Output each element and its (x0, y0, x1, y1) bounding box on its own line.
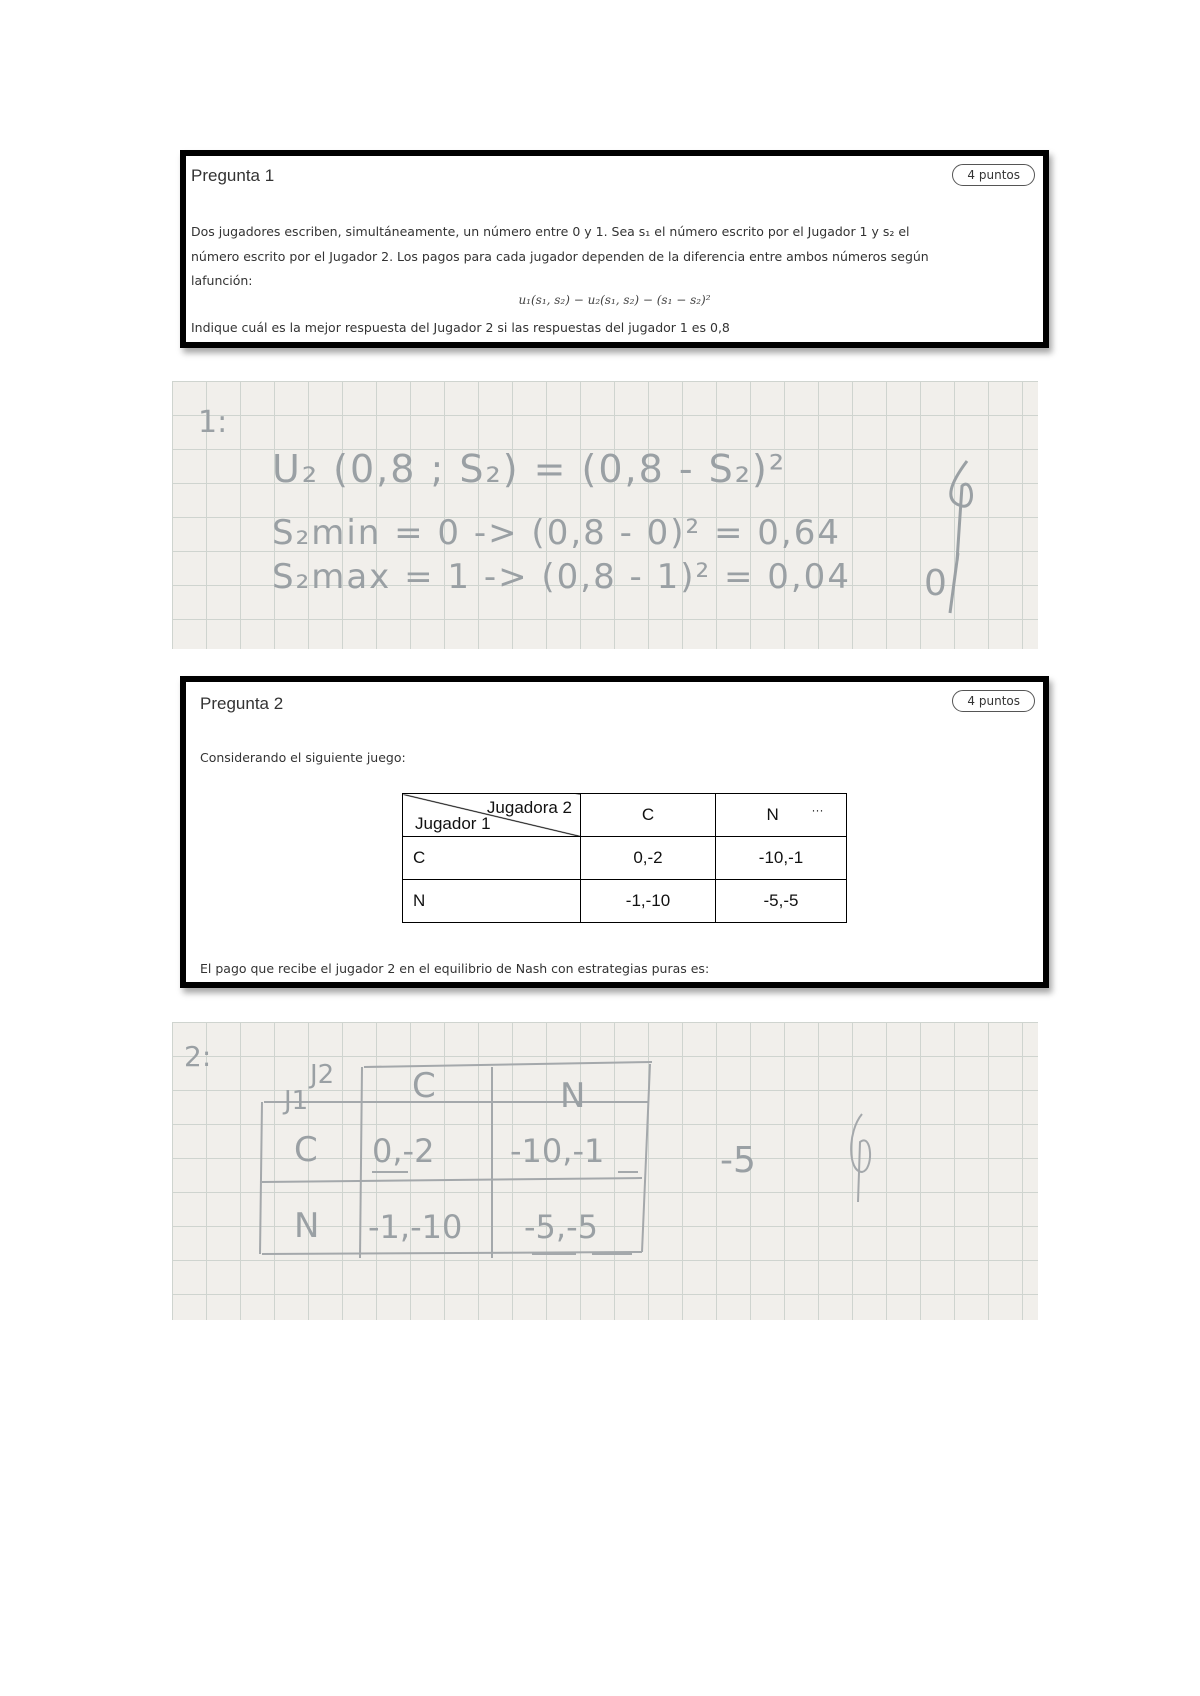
question-2-title: Pregunta 2 (200, 694, 284, 713)
note-2-label: 2: (184, 1040, 212, 1073)
question-1-text-line-3: lafunción: (191, 273, 253, 288)
note-1-line-1: U₂ (0,8 ; S₂) = (0,8 - S₂)² (272, 447, 787, 491)
question-2-prompt: El pago que recibe el jugador 2 en el equilibrio de Nash con estrategias puras es: (200, 961, 710, 976)
note-1-signature-marks (172, 381, 1038, 649)
question-2-card (180, 676, 1049, 988)
matrix-row-label-n: N (403, 880, 581, 923)
note-1-line-3: S₂max = 1 -> (0,8 - 1)² = 0,04 (272, 557, 851, 597)
note-1-line-2: S₂min = 0 -> (0,8 - 0)² = 0,64 (272, 513, 841, 553)
note-2-cell: 0,-2 (372, 1132, 435, 1170)
note-2-row-n: N (294, 1206, 320, 1246)
matrix-cell: -5,-5 (716, 880, 847, 923)
matrix-row-label-c: C (403, 837, 581, 880)
note-2-col-n: N (560, 1076, 586, 1116)
matrix-corner-player-2: Jugadora 2 (486, 798, 572, 817)
matrix-col-header-n: N ··· (716, 794, 847, 837)
note-2-hand-drawn-table (172, 1022, 1038, 1320)
note-2-answer: -5 (720, 1140, 756, 1181)
note-2-row-c: C (294, 1130, 318, 1170)
question-2-intro: Considerando el siguiente juego: (200, 750, 406, 765)
question-1-text-line-1: Dos jugadores escriben, simultáneamente, un número entre 0 y 1. Sea s₁ el número escrito por el Jugador 1 y s₂ el (191, 224, 910, 239)
note-2-cell: -10,-1 (510, 1132, 605, 1170)
matrix-cell: -10,-1 (716, 837, 847, 880)
payoff-matrix (402, 793, 847, 923)
matrix-corner-player-1: Jugador 1 (415, 814, 491, 833)
handwritten-answer-2 (172, 1022, 1038, 1320)
note-2-player-1: J1 (284, 1086, 309, 1116)
question-1-title: Pregunta 1 (191, 166, 275, 185)
more-icon: ··· (811, 803, 824, 817)
note-2-col-c: C (412, 1066, 436, 1106)
note-1-score: 0 (924, 563, 947, 604)
note-2-cell: -1,-10 (368, 1208, 463, 1246)
matrix-cell: -1,-10 (581, 880, 716, 923)
question-1-formula: u₁(s₁, s₂) − u₂(s₁, s₂) − (s₁ − s₂)² (518, 293, 711, 307)
question-2-points-badge: 4 puntos (952, 690, 1035, 712)
question-1-points-badge: 4 puntos (952, 164, 1035, 186)
matrix-cell: 0,-2 (581, 837, 716, 880)
note-1-label: 1: (198, 405, 228, 440)
question-1-card (180, 150, 1049, 348)
matrix-col-header-c: C (581, 794, 716, 837)
note-2-cell: -5,-5 (524, 1208, 598, 1246)
matrix-corner (403, 794, 581, 837)
note-2-player-2: J2 (310, 1060, 335, 1090)
handwritten-answer-1 (172, 381, 1038, 649)
question-1-prompt: Indique cuál es la mejor respuesta del Jugador 2 si las respuestas del jugador 1 es 0,8 (191, 320, 730, 335)
question-1-text-line-2: número escrito por el Jugador 2. Los pagos para cada jugador dependen de la diferencia entre ambos números según (191, 249, 929, 264)
